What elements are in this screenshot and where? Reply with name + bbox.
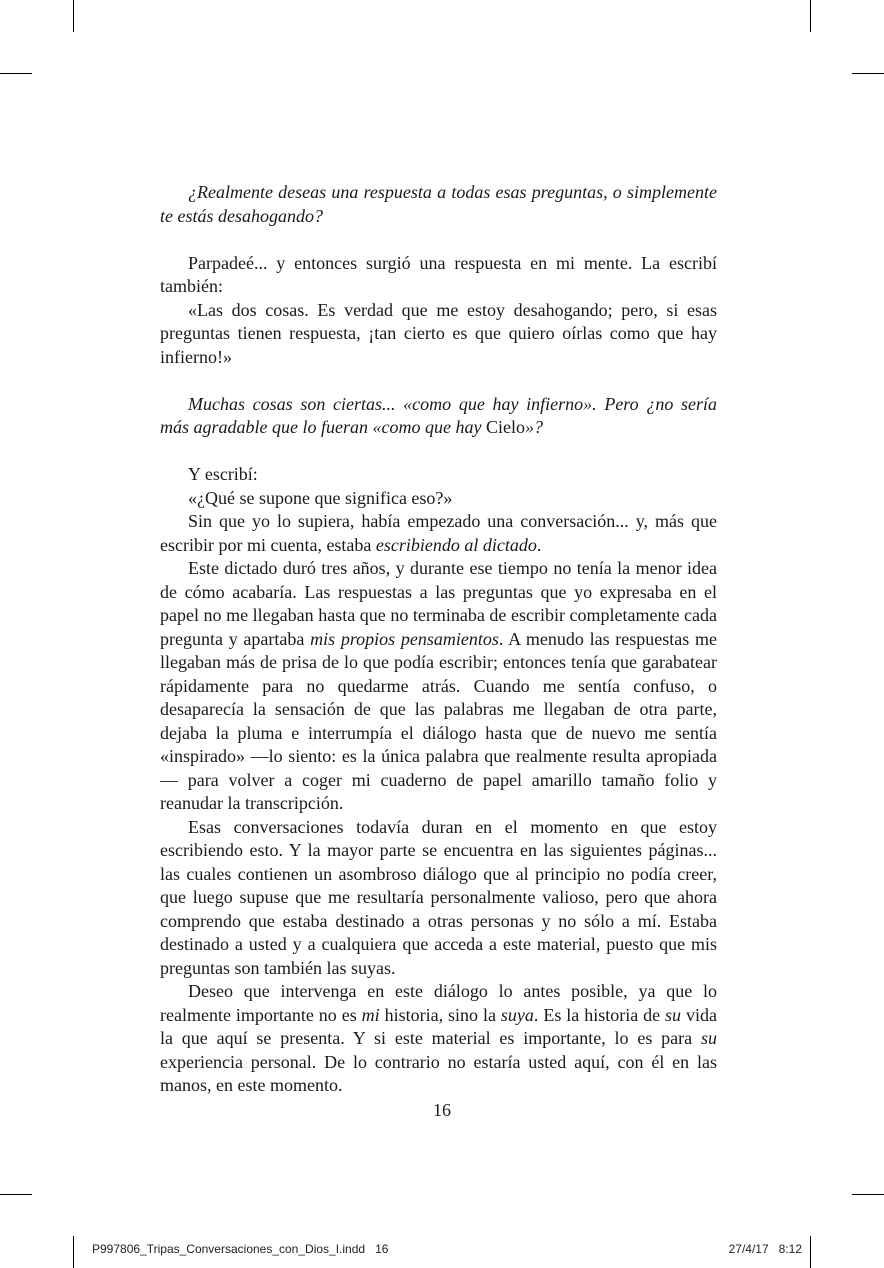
dialogue-text-end: »? [524, 417, 543, 437]
text-run: Deseo que intervenga en este diálogo lo antes posible, ya que lo realmente importante no es [160, 981, 717, 1025]
paragraph: Parpadeé... y entonces surgió una respuesta en mi mente. La escribí también: [160, 252, 717, 296]
page-number: 16 [433, 1100, 451, 1120]
crop-mark-bottom-left [73, 1236, 74, 1268]
crop-mark-right-top [852, 73, 884, 74]
crop-mark-right-bottom [852, 1194, 884, 1195]
paragraph: Y escribí: [188, 464, 258, 484]
paragraph [160, 557, 717, 816]
text-run: historia, sino la [379, 1004, 501, 1025]
emphasis: mi [361, 1004, 380, 1025]
paragraph: «Las dos cosas. Es verdad que me estoy desahogando; pero, si esas preguntas tienen respuesta, ¡tan cierto es que quiero oírlas como que hay infierno!» [160, 299, 717, 367]
crop-mark-bottom-right [810, 1236, 811, 1268]
dialogue-paragraph: ¿Realmente deseas una respuesta a todas esas preguntas, o simplemente te estás desahogando? [160, 182, 717, 226]
crop-mark-left-bottom [0, 1194, 32, 1195]
paragraph [160, 510, 717, 557]
text-run: Este dictado duró tres años, y durante ese tiempo no tenía la menor idea de cómo acabaría. Las respuestas a las preguntas que yo expresaba en el papel no me llegaban hasta que no terminaba de escribir completamente cada pregunta y apartaba [160, 558, 717, 649]
roman-word: Cielo [485, 417, 525, 437]
text-run: . [536, 534, 542, 555]
paragraph: Esas conversaciones todavía duran en el momento en que estoy escribiendo esto. Y la mayor parte se encuentra en las siguientes páginas... las cuales contienen un asombroso diálogo que al principio no podía creer, que luego supuse que me resultaría personalmente valioso, pero que ahora comprendo que estaba destinado a otras personas y no sólo a mí. Estaba destinado a usted y a cualquiera que acceda a este material, puesto que mis preguntas son también las suyas. [160, 816, 717, 978]
slug-datetime: 27/4/17 8:12 [728, 1242, 802, 1256]
emphasis: mis propios pensamientos [310, 628, 499, 649]
slug-filename: P997806_Tripas_Conversaciones_con_Dios_I.indd 16 [92, 1242, 389, 1256]
paragraph [160, 980, 717, 1098]
dialogue-paragraph [160, 393, 717, 440]
crop-mark-left-top [0, 73, 32, 74]
text-run: experiencia personal. De lo contrario no estaría usted aquí, con él en las manos, en este momento. [160, 1051, 717, 1095]
text-run: . Es la historia de [533, 1004, 666, 1025]
body-text [160, 181, 717, 1098]
text-run: Sin que yo lo supiera, había empezado una conversación... y, más que escribir por mi cuenta, estaba [160, 511, 717, 555]
crop-mark-top-right [810, 0, 811, 32]
emphasis: suya [500, 1004, 534, 1025]
paragraph: «¿Qué se supone que significa eso?» [188, 487, 453, 508]
crop-mark-top-left [73, 0, 74, 32]
text-run: . A menudo las respuestas me llegaban más de prisa de lo que podía escribir; entonces tenía que garabatear rápidamente para no quedarme atrás. Cuando me sentía confuso, o desaparecía la sensación de que las palabras me llegaban de otra parte, dejaba la pluma e interrumpía el diálogo hasta que de nuevo me sentía «inspirado» —lo siento: es la única palabra que realmente resulta apropiada— para volver a coger mi cuaderno de papel amarillo tamaño folio y reanudar la transcripción. [160, 628, 717, 813]
emphasis: su [700, 1028, 717, 1048]
dialogue-text: Muchas cosas son ciertas... «como que hay infierno». Pero ¿no sería más agradable que lo fueran «como que hay [160, 393, 717, 437]
emphasis: su [665, 1004, 682, 1025]
emphasis: escribiendo al dictado [375, 534, 537, 555]
text-run: vida la que aquí se presenta. Y si este material es importante, lo es para [160, 1004, 717, 1048]
